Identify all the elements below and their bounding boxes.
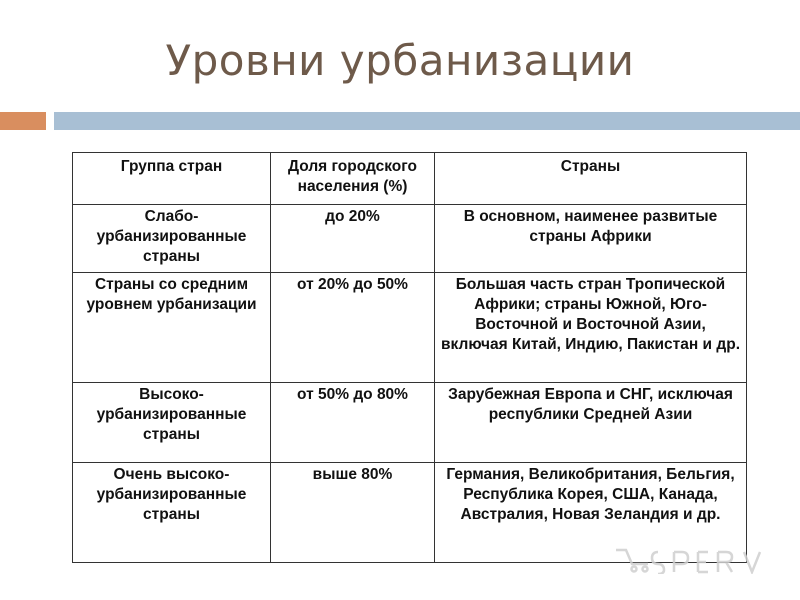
cell-countries: Германия, Великобритания, Бельгия, Республика Корея, США, Канада, Австралия, Новая Зеландия и др. bbox=[435, 463, 747, 563]
header-countries: Страны bbox=[435, 153, 747, 205]
slide-title: Уровни урбанизации bbox=[165, 36, 635, 85]
table-row bbox=[73, 273, 747, 383]
table-header-row bbox=[73, 153, 747, 205]
table-row bbox=[73, 205, 747, 273]
table-row bbox=[73, 463, 747, 563]
header-share: Доля городского населения (%) bbox=[271, 153, 435, 205]
cell-group: Страны со средним уровнем урбанизации bbox=[73, 273, 271, 383]
cell-share: выше 80% bbox=[271, 463, 435, 563]
cell-countries: Большая часть стран Тропической Африки; страны Южной, Юго-Восточной и Восточной Азии, включая Китай, Индию, Пакистан и др. bbox=[435, 273, 747, 383]
table-row bbox=[73, 383, 747, 463]
header-group: Группа стран bbox=[73, 153, 271, 205]
cell-countries: Зарубежная Европа и СНГ, исключая республики Средней Азии bbox=[435, 383, 747, 463]
cell-share: до 20% bbox=[271, 205, 435, 273]
accent-bar-right bbox=[54, 112, 800, 130]
urbanization-table bbox=[72, 152, 747, 563]
cell-group: Высоко-урбанизированные страны bbox=[73, 383, 271, 463]
cell-countries: В основном, наименее развитые страны Африки bbox=[435, 205, 747, 273]
cell-share: от 50% до 80% bbox=[271, 383, 435, 463]
cell-group: Слабо-урбанизированные страны bbox=[73, 205, 271, 273]
cell-group: Очень высоко-урбанизированные страны bbox=[73, 463, 271, 563]
cell-share: от 20% до 50% bbox=[271, 273, 435, 383]
accent-bar-left bbox=[0, 112, 46, 130]
